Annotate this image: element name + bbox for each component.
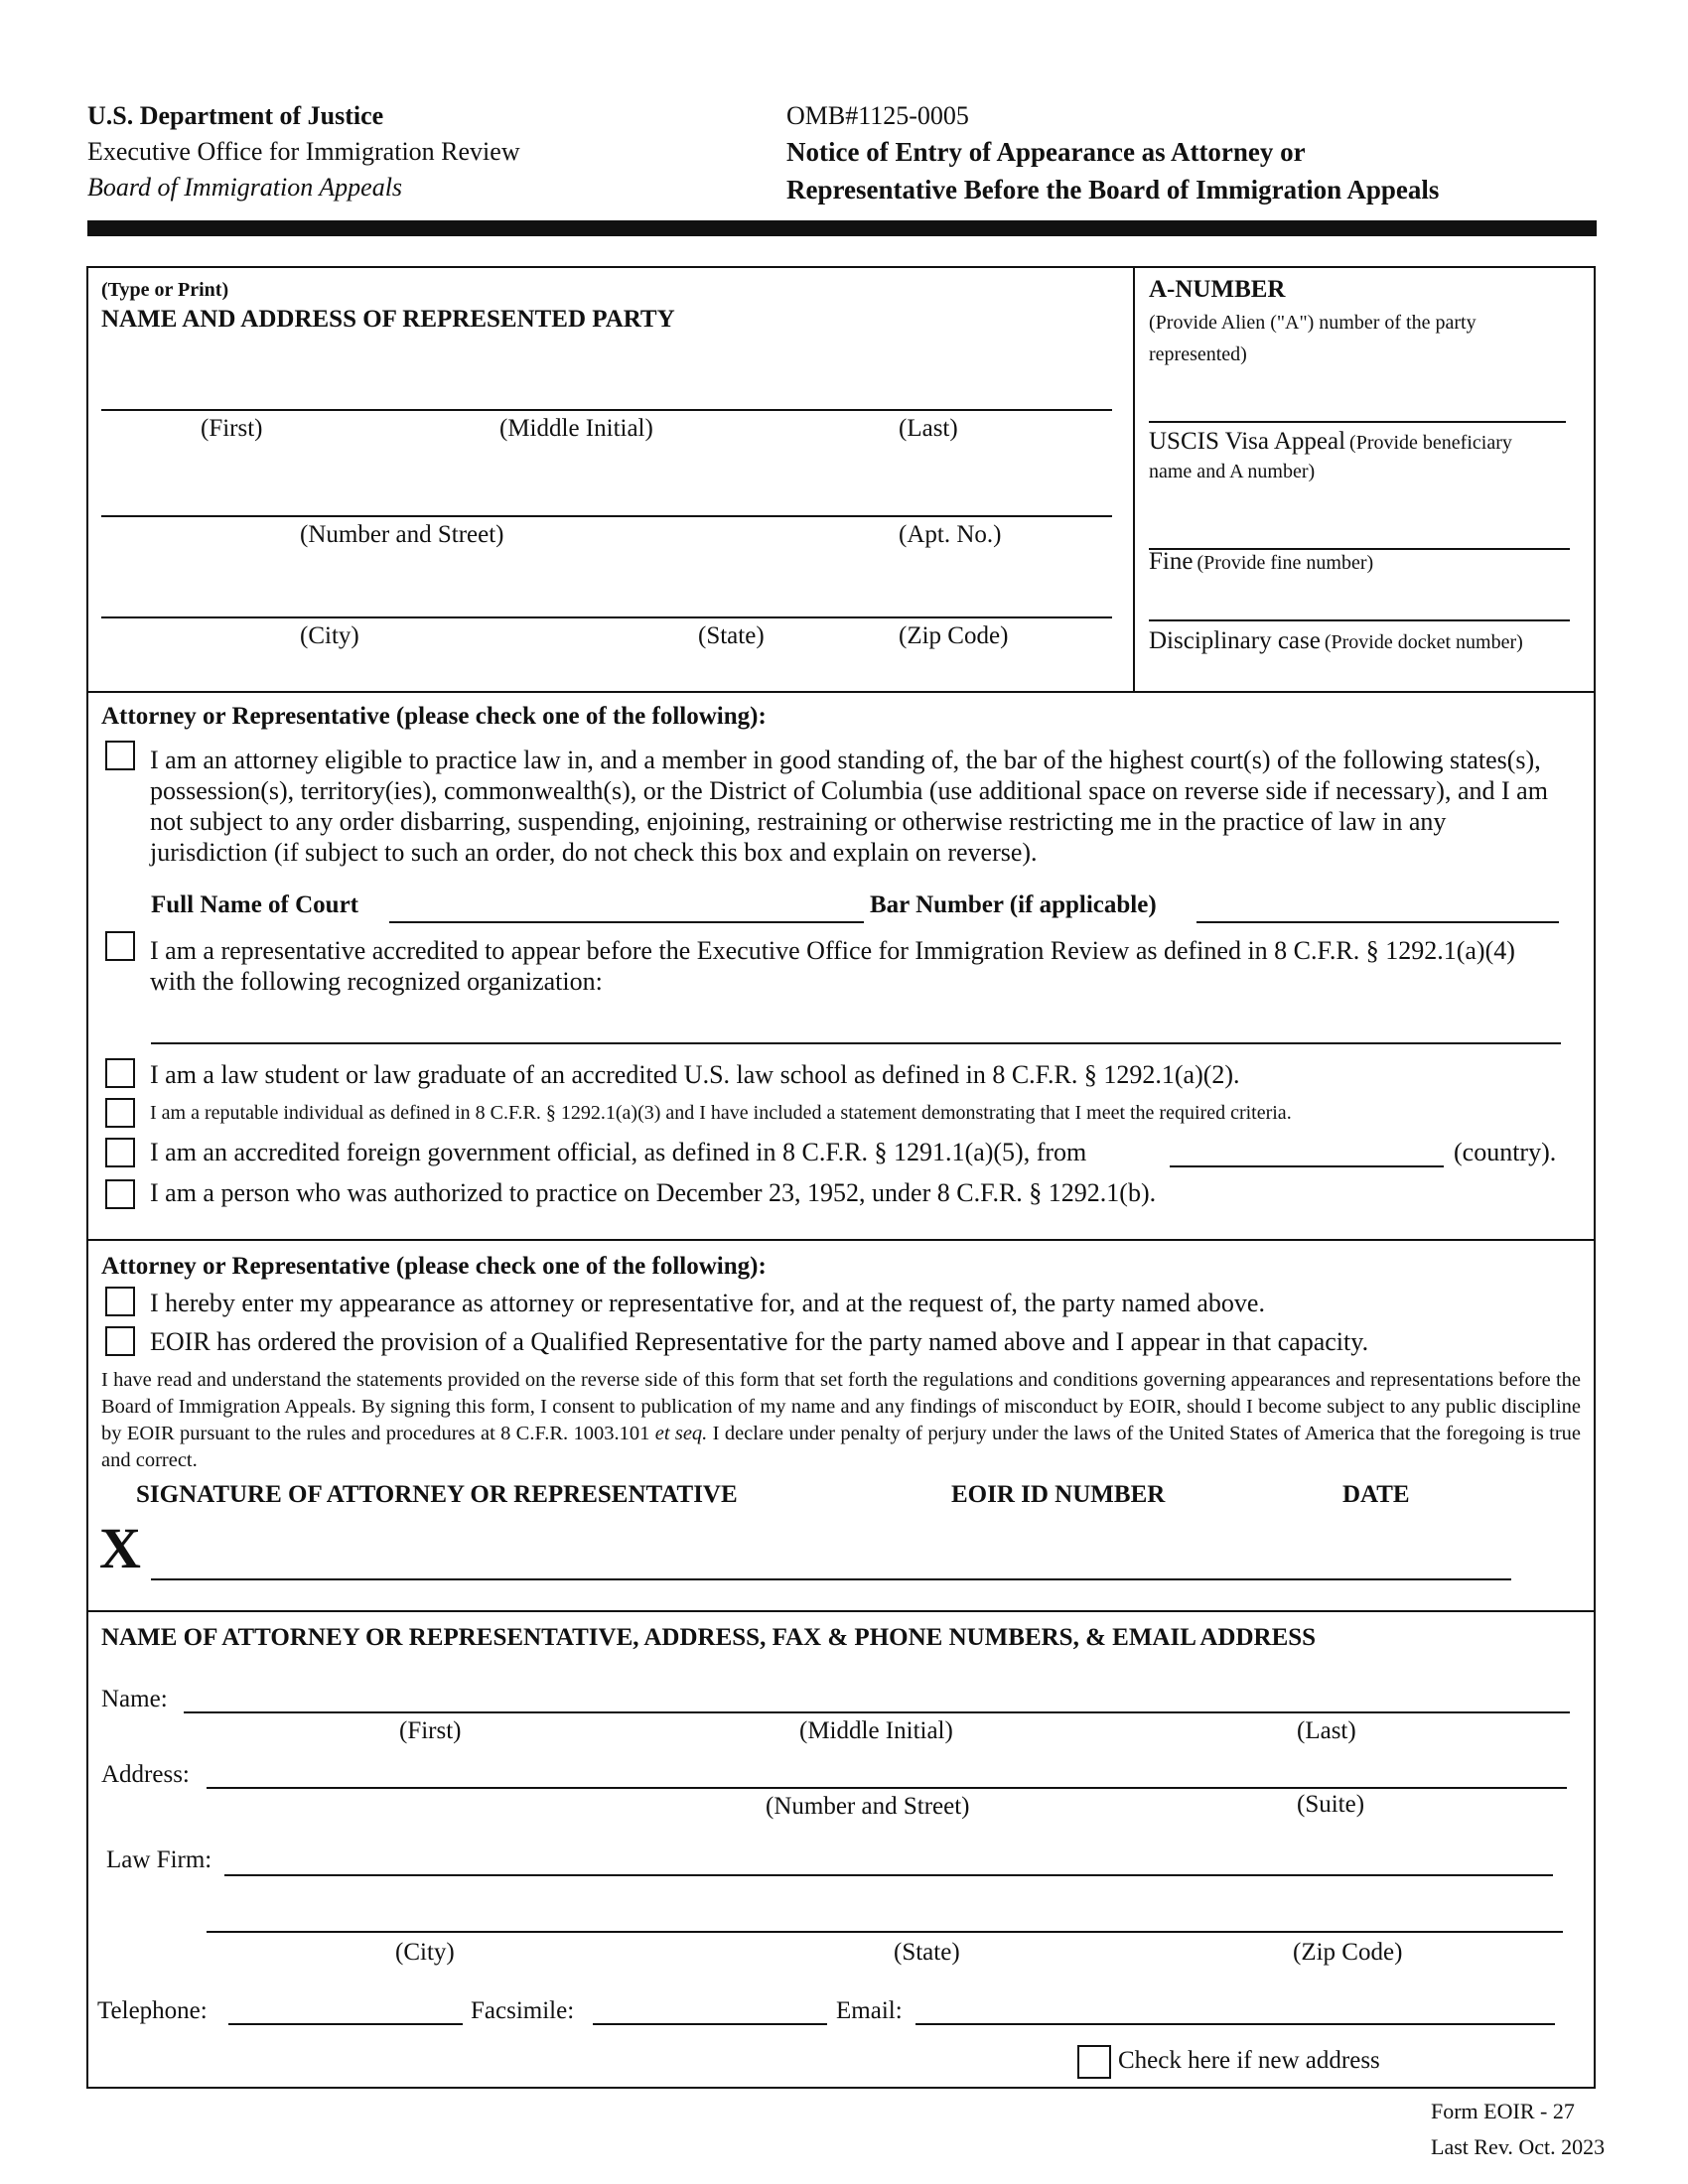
recognized-organization-field[interactable] [151,1042,1561,1044]
anumber-field[interactable] [1149,421,1566,423]
appearance-checkbox[interactable] [105,1287,135,1316]
anumber-note-2: represented) [1149,343,1247,365]
appearance-statement: I hereby enter my appearance as attorney or representative for, and at the request of, the party named above. [150,1289,1265,1317]
reputable-individual-statement: I am a reputable individual as defined in 8 C.F.R. § 1292.1(a)(3) and I have included a statement demonstrating that I meet the required criteria. [150,1102,1292,1124]
party-state-label: (State) [698,622,765,649]
telephone-label: Telephone: [97,1997,208,2024]
section-divider [86,1239,1596,1241]
bar-number-field[interactable] [1196,921,1559,923]
facsimile-field[interactable] [593,2023,827,2025]
column-divider [1133,266,1135,691]
accredited-rep-statement: I am a representative accredited to appear before the Executive Office for Immigration Review as defined in 8 C.F.R. § 1292.1(a)(4) with the following recognized organization: [150,936,1515,996]
rep-zip-label: (Zip Code) [1293,1939,1403,1966]
form-title-line1: Notice of Entry of Appearance as Attorney or [786,137,1306,167]
reputable-individual-checkbox[interactable] [105,1098,135,1128]
bar-number-label: Bar Number (if applicable) [870,891,1157,918]
section1-heading: Attorney or Representative (please check one of the following): [101,703,767,730]
certification-statement: I have read and understand the statements provided on the reverse side of this form that set forth the regulations and conditions governing appearances and representations before the Board of Immigration Appeals. By signing this form, I consent to publication of my name and any findings of misconduct by EOIR, should I become subject to any public discipline by EOIR pursuant to the rules and procedures at 8 C.F.R. 1003.101 et seq. I declare under penalty of perjury under the laws of the United States of America that the foregoing is true and correct. [101,1369,1582,1471]
email-label: Email: [836,1997,903,2024]
section2-heading: Attorney or Representative (please check one of the following): [101,1253,767,1280]
party-zip-label: (Zip Code) [899,622,1009,649]
new-address-label: Check here if new address [1118,2047,1380,2074]
section-divider [86,691,1596,693]
rep-suite-label: (Suite) [1297,1791,1365,1818]
party-street-field[interactable] [101,515,1112,517]
qualified-rep-checkbox[interactable] [105,1326,135,1356]
email-field[interactable] [915,2023,1555,2025]
attorney-checkbox[interactable] [105,741,135,770]
law-student-statement: I am a law student or law graduate of an accredited U.S. law school as defined in 8 C.F.R. § 1292.1(a)(2). [150,1060,1240,1089]
party-street-label: (Number and Street) [300,521,504,548]
party-city-label: (City) [300,622,359,649]
accredited-rep-checkbox[interactable] [105,931,135,961]
section-divider [86,1610,1596,1612]
office-name: Executive Office for Immigration Review [87,137,520,166]
rep-middle-label: (Middle Initial) [799,1717,953,1744]
party-heading: NAME AND ADDRESS OF REPRESENTED PARTY [101,306,675,333]
fine-field[interactable] [1149,619,1570,621]
header-rule [87,220,1597,236]
uscis-visa-note: name and A number) [1149,461,1316,482]
party-apt-label: (Apt. No.) [899,521,1002,548]
form-number: Form EOIR - 27 [1431,2099,1575,2123]
board-name: Board of Immigration Appeals [87,173,403,202]
anumber-heading: A-NUMBER [1149,276,1286,303]
new-address-checkbox[interactable] [1077,2045,1111,2079]
signature-x-mark: X [99,1516,141,1580]
section3-heading: NAME OF ATTORNEY OR REPRESENTATIVE, ADDRESS, FAX & PHONE NUMBERS, & EMAIL ADDRESS [101,1624,1317,1651]
disciplinary-label: Disciplinary case (Provide docket number) [1149,627,1523,654]
full-name-court-field[interactable] [389,921,864,923]
rep-address-field[interactable] [207,1787,1567,1789]
facsimile-label: Facsimile: [471,1997,575,2024]
party-first-label: (First) [201,415,263,442]
authorized-1952-checkbox[interactable] [105,1179,135,1209]
date-label: DATE [1342,1481,1410,1508]
qualified-rep-statement: EOIR has ordered the provision of a Qualified Representative for the party named above and I appear in that capacity. [150,1327,1369,1356]
full-name-court-label: Full Name of Court [151,891,358,918]
party-name-field[interactable] [101,409,1112,411]
type-or-print-note: (Type or Print) [101,279,229,301]
rep-street-label: (Number and Street) [766,1793,970,1820]
rep-address-label: Address: [101,1761,190,1788]
signature-field[interactable] [151,1578,1511,1580]
foreign-official-statement: I am an accredited foreign government official, as defined in 8 C.F.R. § 1291.1(a)(5), from [150,1138,1087,1166]
rep-city-label: (City) [395,1939,455,1966]
party-city-field[interactable] [101,616,1112,618]
authorized-1952-statement: I am a person who was authorized to practice on December 23, 1952, under 8 C.F.R. § 1292.1(b). [150,1178,1157,1207]
country-field[interactable] [1170,1165,1444,1167]
party-middle-label: (Middle Initial) [499,415,653,442]
law-student-checkbox[interactable] [105,1058,135,1088]
foreign-official-checkbox[interactable] [105,1138,135,1167]
telephone-field[interactable] [228,2023,463,2025]
rep-first-label: (First) [399,1717,462,1744]
uscis-visa-label: USCIS Visa Appeal (Provide beneficiary [1149,428,1512,455]
country-label: (country). [1454,1138,1557,1166]
rep-state-label: (State) [894,1939,960,1966]
fine-label: Fine (Provide fine number) [1149,548,1374,575]
rep-city-field[interactable] [207,1931,1563,1933]
attorney-statement: I am an attorney eligible to practice law in, and a member in good standing of, the bar of the highest court(s) of the following states(s), possession(s), territory(ies), commonwealth(s), or the District of Columbia (use additional space on reverse side if necessary), and I am not subject to any order disbarring, suspending, enjoining, restraining or otherwise restricting me in the practice of law in any jurisdiction (if subject to such an order, do not check this box and explain on reverse). [150,746,1548,867]
law-firm-label: Law Firm: [106,1846,212,1873]
law-firm-field[interactable] [224,1874,1553,1876]
revision-date: Last Rev. Oct. 2023 [1431,2134,1606,2159]
rep-name-label: Name: [101,1686,168,1712]
signature-label: SIGNATURE OF ATTORNEY OR REPRESENTATIVE [136,1481,738,1508]
party-last-label: (Last) [899,415,958,442]
eoir-id-label: EOIR ID NUMBER [951,1481,1166,1508]
department-name: U.S. Department of Justice [87,101,384,130]
rep-last-label: (Last) [1297,1717,1356,1744]
omb-number: OMB#1125-0005 [786,101,969,130]
anumber-note: (Provide Alien ("A") number of the party [1149,312,1477,334]
rep-name-field[interactable] [184,1711,1570,1713]
form-title-line2: Representative Before the Board of Immigration Appeals [786,175,1440,205]
